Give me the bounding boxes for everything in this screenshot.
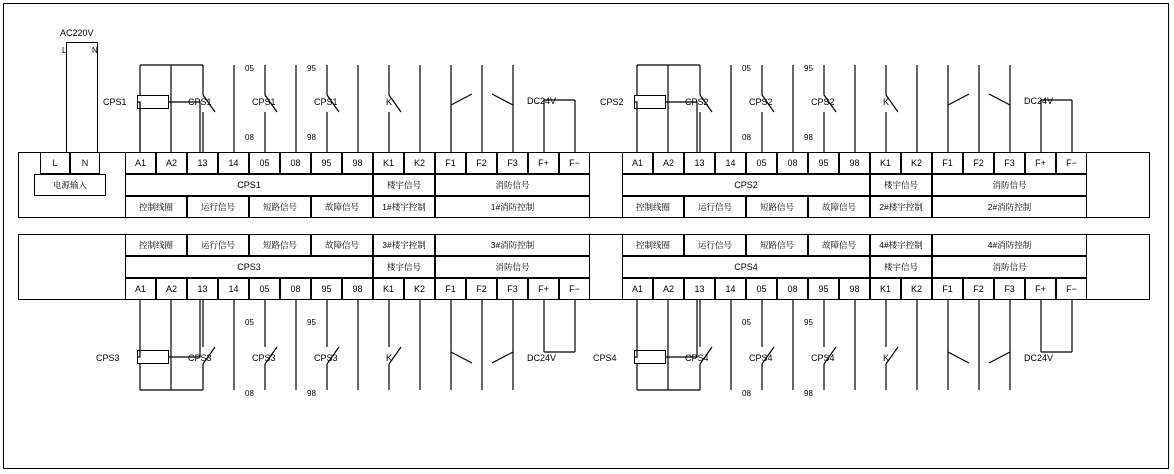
ac-source-label: AC220V <box>60 28 94 38</box>
cps2-func-run: 运行信号 <box>684 196 746 218</box>
ac-terminal-n-label: N <box>92 46 98 55</box>
cps3-group-fire-signal: 消防信号 <box>435 256 590 278</box>
cps4-coil-symbol <box>634 350 666 364</box>
cps2-terminal-13: 13 <box>684 152 715 174</box>
cps1-terminal-Fminus: F− <box>559 152 590 174</box>
cps1-group-building-signal: 楼宇信号 <box>373 174 435 196</box>
cps4-group-fire-signal: 消防信号 <box>932 256 1087 278</box>
cps3-contact-num-98: 98 <box>307 389 316 398</box>
cps2-func-short: 短路信号 <box>746 196 808 218</box>
cps1-terminal-F1: F1 <box>435 152 466 174</box>
cps2-terminal-A2: A2 <box>653 152 684 174</box>
cps1-terminal-F2: F2 <box>466 152 497 174</box>
cps4-relay-label: K <box>883 353 890 363</box>
ac-line-top <box>66 42 98 43</box>
cps4-contact-num-05: 05 <box>742 318 751 327</box>
cps3-relay-label: K <box>386 353 393 363</box>
cps1-dc24v-label: DC24V <box>527 96 557 106</box>
cps1-terminal-A1: A1 <box>125 152 156 174</box>
cps1-func-short: 短路信号 <box>249 196 311 218</box>
cps2-terminal-14: 14 <box>715 152 746 174</box>
cps1-terminal-95: 95 <box>311 152 342 174</box>
cps3-terminal-98: 98 <box>342 278 373 300</box>
cps4-terminal-14: 14 <box>715 278 746 300</box>
cps1-relay-label: K <box>386 97 393 107</box>
cps1-terminal-K1: K1 <box>373 152 404 174</box>
cps3-terminal-05: 05 <box>249 278 280 300</box>
cps1-branch-label-2: CPS1 <box>252 97 276 107</box>
cps2-terminal-F3: F3 <box>994 152 1025 174</box>
cps2-terminal-98: 98 <box>839 152 870 174</box>
cps1-branch-label-3: CPS1 <box>314 97 338 107</box>
cps4-func-fire-control: 4#消防控制 <box>932 234 1087 256</box>
cps1-coil-label: CPS1 <box>103 97 127 107</box>
ac-line-n <box>97 42 98 152</box>
cps1-contact-num-95: 95 <box>307 64 316 73</box>
cps1-func-fault: 故障信号 <box>311 196 373 218</box>
cps2-branch-label-3: CPS2 <box>811 97 835 107</box>
cps1-terminal-F3: F3 <box>497 152 528 174</box>
cps3-coil-label: CPS3 <box>96 353 120 363</box>
cps3-func-short: 短路信号 <box>249 234 311 256</box>
cps4-terminal-K2: K2 <box>901 278 932 300</box>
cps3-coil-symbol <box>137 350 169 364</box>
cps3-terminal-F3: F3 <box>497 278 528 300</box>
cps4-terminal-F1: F1 <box>932 278 963 300</box>
cps3-branch-label-3: CPS3 <box>314 353 338 363</box>
cps4-coil-label: CPS4 <box>593 353 617 363</box>
cps1-func-coil: 控制线圈 <box>125 196 187 218</box>
cps3-terminal-13: 13 <box>187 278 218 300</box>
cps4-contact-num-98: 98 <box>804 389 813 398</box>
cps4-contact-num-95: 95 <box>804 318 813 327</box>
cps4-func-fault: 故障信号 <box>808 234 870 256</box>
cps4-terminal-Fminus: F− <box>1056 278 1087 300</box>
top-terminal-L: L <box>40 152 70 174</box>
cps2-group-fire-signal: 消防信号 <box>932 174 1087 196</box>
cps2-terminal-05: 05 <box>746 152 777 174</box>
cps3-func-building-control: 3#楼宇控制 <box>373 234 435 256</box>
top-terminal-N: N <box>70 152 100 174</box>
cps4-terminal-K1: K1 <box>870 278 901 300</box>
cps3-branch-label-1: CPS3 <box>188 353 212 363</box>
cps3-terminal-K1: K1 <box>373 278 404 300</box>
cps4-terminal-A2: A2 <box>653 278 684 300</box>
cps4-group-main: CPS4 <box>622 256 870 278</box>
cps4-func-run: 运行信号 <box>684 234 746 256</box>
cps3-terminal-F1: F1 <box>435 278 466 300</box>
cps4-terminal-05: 05 <box>746 278 777 300</box>
cps2-func-fire-control: 2#消防控制 <box>932 196 1087 218</box>
cps3-contact-num-05: 05 <box>245 318 254 327</box>
cps2-group-building-signal: 楼宇信号 <box>870 174 932 196</box>
cps2-terminal-Fplus: F+ <box>1025 152 1056 174</box>
cps4-terminal-F3: F3 <box>994 278 1025 300</box>
cps4-terminal-Fplus: F+ <box>1025 278 1056 300</box>
cps2-dc24v-label: DC24V <box>1024 96 1054 106</box>
cps4-branch-label-3: CPS4 <box>811 353 835 363</box>
cps1-contact-num-98: 98 <box>307 133 316 142</box>
cps3-dc24v-label: DC24V <box>527 353 557 363</box>
cps3-func-coil: 控制线圈 <box>125 234 187 256</box>
cps1-func-building-control: 1#楼宇控制 <box>373 196 435 218</box>
cps2-coil-label: CPS2 <box>600 97 624 107</box>
cps4-func-coil: 控制线圈 <box>622 234 684 256</box>
cps1-terminal-K2: K2 <box>404 152 435 174</box>
cps1-contact-num-05: 05 <box>245 64 254 73</box>
cps1-terminal-A2: A2 <box>156 152 187 174</box>
cps4-terminal-98: 98 <box>839 278 870 300</box>
cps1-func-run: 运行信号 <box>187 196 249 218</box>
cps2-func-building-control: 2#楼宇控制 <box>870 196 932 218</box>
cps4-group-building-signal: 楼宇信号 <box>870 256 932 278</box>
cps2-terminal-95: 95 <box>808 152 839 174</box>
cps4-branch-label-2: CPS4 <box>749 353 773 363</box>
cps4-terminal-13: 13 <box>684 278 715 300</box>
ac-line-l <box>66 42 67 152</box>
cps3-branch-label-2: CPS3 <box>252 353 276 363</box>
cps1-group-main: CPS1 <box>125 174 373 196</box>
cps4-func-short: 短路信号 <box>746 234 808 256</box>
ac-terminal-l-label: L <box>62 46 67 55</box>
cps4-terminal-F2: F2 <box>963 278 994 300</box>
cps2-terminal-K2: K2 <box>901 152 932 174</box>
cps2-group-main: CPS2 <box>622 174 870 196</box>
cps1-terminal-05: 05 <box>249 152 280 174</box>
cps2-relay-label: K <box>883 97 890 107</box>
cps4-contact-num-08: 08 <box>742 389 751 398</box>
cps2-terminal-K1: K1 <box>870 152 901 174</box>
cps2-terminal-08: 08 <box>777 152 808 174</box>
cps2-terminal-Fminus: F− <box>1056 152 1087 174</box>
cps4-terminal-A1: A1 <box>622 278 653 300</box>
cps3-terminal-A1: A1 <box>125 278 156 300</box>
cps2-func-fault: 故障信号 <box>808 196 870 218</box>
cps3-func-run: 运行信号 <box>187 234 249 256</box>
cps3-func-fault: 故障信号 <box>311 234 373 256</box>
cps1-contact-num-08: 08 <box>245 133 254 142</box>
cps2-coil-symbol <box>634 95 666 109</box>
cps2-contact-num-08: 08 <box>742 133 751 142</box>
cps1-terminal-Fplus: F+ <box>528 152 559 174</box>
cps2-contact-num-95: 95 <box>804 64 813 73</box>
cps3-terminal-08: 08 <box>280 278 311 300</box>
cps4-terminal-08: 08 <box>777 278 808 300</box>
cps1-coil-symbol <box>137 95 169 109</box>
cps2-contact-num-98: 98 <box>804 133 813 142</box>
cps1-terminal-08: 08 <box>280 152 311 174</box>
cps2-terminal-F2: F2 <box>963 152 994 174</box>
cps3-terminal-14: 14 <box>218 278 249 300</box>
cps3-terminal-Fplus: F+ <box>528 278 559 300</box>
cps2-contact-num-05: 05 <box>742 64 751 73</box>
cps3-group-main: CPS3 <box>125 256 373 278</box>
cps3-contact-num-95: 95 <box>307 318 316 327</box>
cps3-group-building-signal: 楼宇信号 <box>373 256 435 278</box>
cps3-terminal-F2: F2 <box>466 278 497 300</box>
cps4-branch-label-1: CPS4 <box>685 353 709 363</box>
cps2-terminal-F1: F1 <box>932 152 963 174</box>
cps3-contact-num-08: 08 <box>245 389 254 398</box>
cps3-terminal-A2: A2 <box>156 278 187 300</box>
cps1-terminal-98: 98 <box>342 152 373 174</box>
cps3-terminal-95: 95 <box>311 278 342 300</box>
cps1-terminal-13: 13 <box>187 152 218 174</box>
power-input-label: 电源输入 <box>34 174 106 196</box>
cps3-terminal-Fminus: F− <box>559 278 590 300</box>
cps3-terminal-K2: K2 <box>404 278 435 300</box>
cps3-func-fire-control: 3#消防控制 <box>435 234 590 256</box>
cps1-func-fire-control: 1#消防控制 <box>435 196 590 218</box>
cps4-terminal-95: 95 <box>808 278 839 300</box>
cps2-func-coil: 控制线圈 <box>622 196 684 218</box>
cps2-branch-label-1: CPS2 <box>685 97 709 107</box>
cps1-group-fire-signal: 消防信号 <box>435 174 590 196</box>
cps4-func-building-control: 4#楼宇控制 <box>870 234 932 256</box>
cps1-terminal-14: 14 <box>218 152 249 174</box>
cps2-branch-label-2: CPS2 <box>749 97 773 107</box>
cps1-branch-label-1: CPS1 <box>188 97 212 107</box>
cps2-terminal-A1: A1 <box>622 152 653 174</box>
cps4-dc24v-label: DC24V <box>1024 353 1054 363</box>
